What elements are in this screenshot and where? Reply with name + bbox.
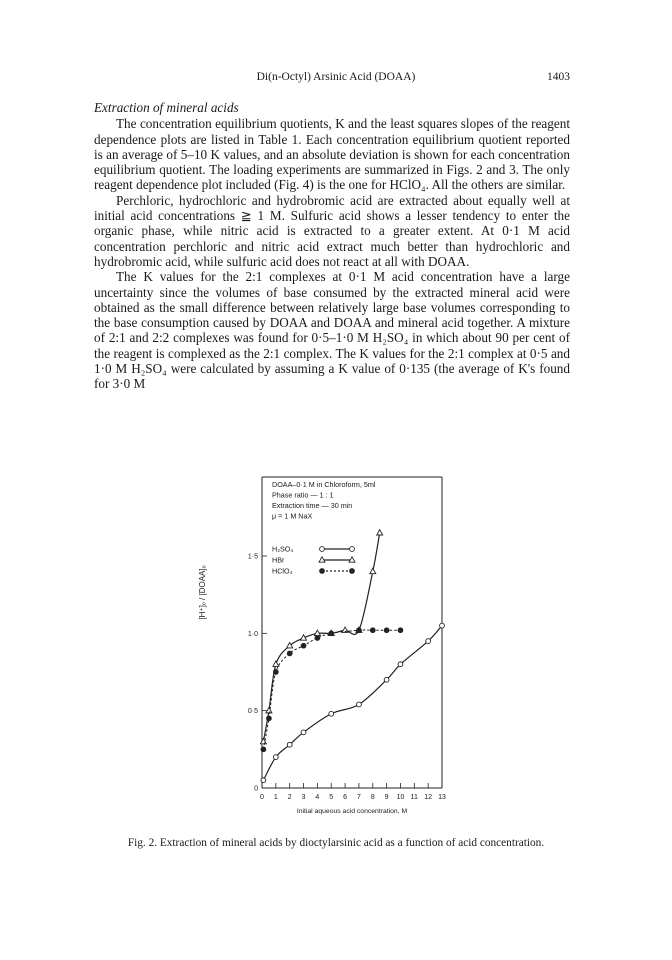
x-tick-label: 0 xyxy=(260,794,264,801)
data-point xyxy=(273,755,278,760)
paragraph: The concentration equilibrium quotients, K and the least squares slopes of the reagent dependence plots are listed in Table 1. Each concentration equilibrium quotient reported is an average of 5–10 K values, and an absolute deviation is shown for each concentration equilibrium quotient. The loading experiments are summarized in Figs. 2 and 3. The only reagent dependence plot included (Fig. 4) is the one for HClO₄. All the others are similar. xyxy=(94,116,570,193)
legend-marker xyxy=(320,569,325,574)
series-line xyxy=(263,630,400,749)
condition-text: DOAA–0·1 M in Chloroform, 5ml xyxy=(272,480,376,489)
data-point xyxy=(398,662,403,667)
data-point xyxy=(329,711,334,716)
series-line xyxy=(263,626,442,781)
legend-marker xyxy=(350,547,355,552)
condition-text: Extraction time — 30 min xyxy=(272,501,353,510)
legend-label: HBr xyxy=(272,555,285,565)
x-tick-label: 10 xyxy=(396,794,405,801)
running-title: Di(n-Octyl) Arsinic Acid (DOAA) xyxy=(256,71,416,83)
data-point xyxy=(287,651,292,656)
data-point xyxy=(315,636,320,641)
legend-label: HClO₄ xyxy=(272,566,293,576)
x-tick-label: 13 xyxy=(438,794,446,801)
figure-2 xyxy=(198,476,480,844)
data-point xyxy=(357,628,362,633)
x-tick-label: 11 xyxy=(410,794,418,801)
x-axis-label: Initial aqueous acid concentration, M xyxy=(296,808,408,815)
data-point xyxy=(426,639,431,644)
legend-label: H₂SO₄ xyxy=(272,544,294,554)
y-axis-label: [H⁺]ₒ / [DOAA]ₒ xyxy=(198,565,207,620)
x-tick-label: 7 xyxy=(356,794,361,801)
condition-text: Phase ratio — 1 : 1 xyxy=(272,490,334,500)
data-point xyxy=(357,702,362,707)
data-point xyxy=(301,730,306,735)
paragraph: Perchloric, hydrochloric and hydrobromic acid are extracted about equally well at initial acid concentrations ≧ 1 M. Sulfuric acid shows a lesser tendency to enter the organic phase, while nitric acid is extracted to a greater extent. At 0·1 M acid concentration perchloric and nitric acid extract much better than hydrochloric and hydrobromic acid, while sulfuric acid does not react at all with DOAA. xyxy=(94,192,570,269)
x-tick-label: 12 xyxy=(424,794,433,801)
figure-caption: Fig. 2. Extraction of mineral acids by dioctylarsinic acid as a function of acid concentration. xyxy=(127,837,545,849)
paragraph: The K values for the 2:1 complexes at 0·1 M acid concentration have a large uncertainty since the volumes of base consumed by the extracted mineral acid were obtained as the small difference between relatively large base volumes corresponding to the base consumption caused by DOAA and DOAA and mineral acid together. A mixture of 2:1 and 2:2 complexes was found for 0·5–1·0 M H₂SO₄ in which about 90 per cent of the reagent is complexed as the 2:1 complex. The K values for the 2:1 complex at 0·5 and 1·0 M H₂SO₄ were calculated by assuming a K value of 0·135 (the average of K's found for 3·0 M xyxy=(94,269,570,392)
x-tick-label: 2 xyxy=(287,794,292,801)
x-tick-label: 3 xyxy=(301,794,306,801)
data-point xyxy=(261,747,266,752)
page-number: 1403 xyxy=(547,71,570,83)
y-tick-label: 0·5 xyxy=(247,708,258,716)
x-tick-label: 5 xyxy=(329,794,334,801)
data-point xyxy=(370,568,376,573)
data-point xyxy=(440,623,445,628)
x-tick-label: 8 xyxy=(370,794,375,801)
legend-marker xyxy=(320,547,325,552)
data-point xyxy=(384,628,389,633)
data-point xyxy=(370,628,375,633)
data-point xyxy=(301,643,306,648)
x-tick-label: 4 xyxy=(315,794,320,801)
body-text xyxy=(94,100,570,392)
y-tick-label: 1·5 xyxy=(247,553,258,561)
section-title: Extraction of mineral acids xyxy=(94,100,239,115)
data-point xyxy=(377,530,383,535)
x-tick-label: 9 xyxy=(384,794,389,801)
data-point xyxy=(273,661,279,666)
data-point xyxy=(384,677,389,682)
legend-marker xyxy=(350,569,355,574)
data-point xyxy=(261,778,266,783)
data-point xyxy=(273,670,278,675)
y-tick-label: 0 xyxy=(254,785,258,793)
extraction-chart xyxy=(198,476,480,844)
data-point xyxy=(287,742,292,747)
data-point xyxy=(398,628,403,633)
x-tick-label: 1 xyxy=(273,794,278,801)
condition-text: μ = 1 M NaX xyxy=(272,511,313,521)
data-point xyxy=(267,716,272,721)
x-tick-label: 6 xyxy=(343,794,348,801)
data-point xyxy=(266,707,272,712)
y-tick-label: 1·0 xyxy=(247,630,258,638)
data-point xyxy=(329,631,334,636)
